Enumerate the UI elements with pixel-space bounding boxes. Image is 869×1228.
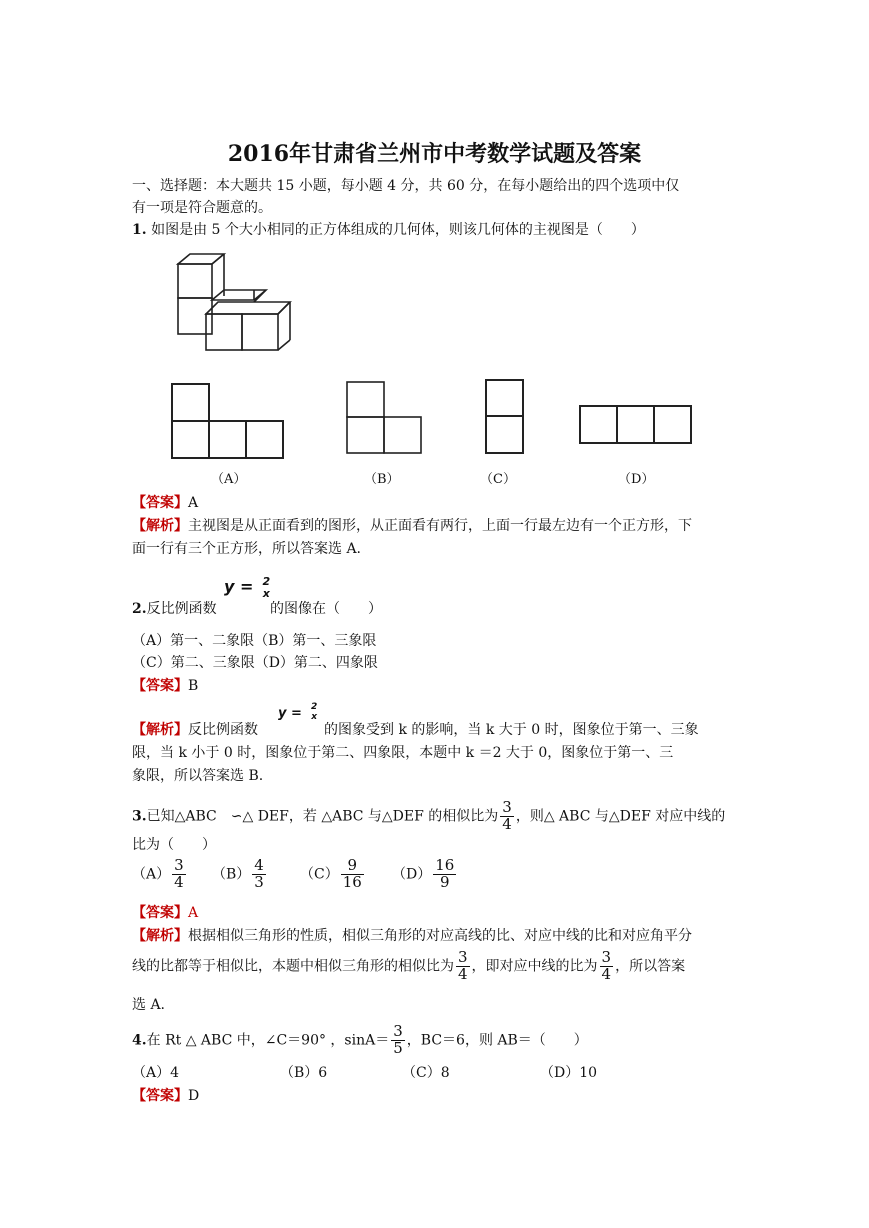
fraction-numerator: 16 [435,856,455,874]
formula-fraction [261,576,273,599]
answer-tag: 【答案】 [132,905,188,921]
fraction-denominator: 4 [601,964,612,983]
option-a-label: （A） [211,472,247,487]
option-fraction [252,858,266,891]
question-number: 4. [132,1032,147,1049]
fraction-denominator: 4 [502,814,512,833]
q2-explanation-line-1-end: 的图象受到 k 的影响，当 k 大于 0 时，图象位于第一、三象 [324,722,699,738]
fraction-denominator: x [311,711,318,722]
option-label: （D） [392,866,432,883]
answer-value: D [188,1088,200,1104]
fraction-numerator: 2 [311,702,318,713]
option-b-figure [345,380,425,456]
fraction-denominator: 3 [254,872,264,891]
option-c-label: （C） [480,472,516,487]
q4-option-d: （D）10 [540,1065,598,1081]
question-text: 已知△ABC ∽△ DEF，若 △ABC 与△DEF 的相似比为 [146,808,499,825]
explanation-text: 反比例函数 [188,722,258,738]
question-number: 3. [132,808,147,825]
option-label: （B） [212,866,251,883]
explanation-tag: 【解析】 [132,722,188,738]
section-intro-line-2: 有一项是符合题意的。 [132,200,272,216]
q3-answer [132,902,198,924]
q2-options-line-1: （A）第一、二象限（B）第一、三象限 [132,633,377,649]
question-text-end: ，BC＝6，则 AB＝（ ） [406,1032,588,1049]
q4-option-c: （C）8 [402,1065,450,1081]
question-4-stem [132,1024,588,1057]
fraction-numerator: 3 [393,1022,403,1040]
q4-option-a: （A）4 [132,1065,180,1081]
answer-value: A [188,495,199,511]
answer-tag: 【答案】 [132,1088,188,1104]
solid-figure-3d [170,250,305,355]
explanation-text: 根据相似三角形的性质，相似三角形的对应高线的比、对应中线的比和对应角平分 [188,928,692,944]
question-3-stem [132,800,725,833]
q2-explanation-line-2: 限，当 k 小于 0 时，图象位于第二、四象限，本题中 k ＝2 大于 0，图象位于第一、三 [132,745,674,761]
option-d-figure [578,404,696,446]
question-text: 反比例函数 [146,601,217,617]
option-b-label: （B） [364,472,400,487]
question-1-stem [132,219,645,241]
question-text: 如图是由 5 个大小相同的正方体组成的几何体，则该几何体的主视图是（ ） [146,222,645,238]
answer-value: B [188,678,199,694]
ratio-fraction [456,950,470,983]
question-number: 1. [132,222,147,238]
formula-lhs: y = [278,706,302,721]
q2-explanation-line-1 [132,719,258,741]
option-label: （C） [300,866,339,883]
q2-formula [224,576,274,599]
explanation-text-mid: ，即对应中线的比为 [471,958,598,975]
question-number: 2. [132,601,147,617]
explanation-text-end: ，所以答案 [615,958,686,975]
sin-fraction [391,1024,405,1057]
fraction-numerator: 3 [174,856,184,874]
fraction-denominator: x [262,586,270,600]
formula-lhs: y = [224,577,254,597]
ratio-fraction [500,800,514,833]
explanation-text: 线的比都等于相似比，本题中相似三角形的相似比为 [132,958,454,975]
answer-tag: 【答案】 [132,495,188,511]
q2-explanation-formula [278,702,321,722]
question-2-stem [132,598,217,620]
option-fraction [172,858,186,891]
q3-option-a [132,858,188,891]
q1-explanation-line-2: 面一行有三个正方形，所以答案选 A. [132,541,362,557]
option-d-label: （D） [618,472,655,487]
q4-answer [132,1085,199,1107]
q3-option-b [212,858,268,891]
q3-option-c [300,858,366,891]
page-title: 2016年甘肃省兰州市中考数学试题及答案 [227,141,642,167]
fraction-numerator: 3 [502,798,512,816]
explanation-tag: 【解析】 [132,518,188,534]
q4-option-b: （B）6 [280,1065,328,1081]
explanation-tag: 【解析】 [132,928,188,944]
option-fraction [341,858,364,891]
option-a-figure [170,382,288,462]
q2-answer [132,675,198,697]
question-2-stem-end: 的图像在（ ） [270,601,382,617]
q3-explanation-line-3: 选 A. [132,997,166,1013]
explanation-text: 主视图是从正面看到的图形，从正面看有两行，上面一行最左边有一个正方形，下 [188,518,692,534]
answer-value: A [188,905,199,921]
q3-option-d [392,858,458,891]
fraction-numerator: 9 [347,856,358,874]
q1-answer [132,492,198,514]
fraction-denominator: 5 [393,1038,403,1057]
q2-options-line-2: （C）第二、三象限（D）第二、四象限 [132,655,378,671]
answer-tag: 【答案】 [132,678,188,694]
fraction-denominator: 16 [342,872,362,891]
option-label: （A） [132,866,171,883]
fraction-numerator: 2 [262,575,271,588]
fraction-denominator: 4 [458,964,468,983]
option-c-figure [484,378,526,456]
q3-explanation-line-2 [132,950,685,983]
section-intro-line-1: 一、选择题：本大题共 15 小题，每小题 4 分，共 60 分，在每小题给出的四个选项中仅 [132,178,680,194]
q3-explanation-line-1 [132,925,692,947]
fraction-numerator: 3 [458,948,468,966]
q2-explanation-line-3: 象限，所以答案选 B. [132,768,264,784]
fraction-numerator: 3 [601,948,612,966]
question-text-end: ，则△ ABC 与△DEF 对应中线的 [515,808,726,825]
fraction-denominator: 4 [174,872,184,891]
fraction-denominator: 9 [433,874,456,891]
question-3-stem-line-2: 比为（ ） [132,837,216,853]
q1-explanation-line-1 [132,515,692,537]
question-text: 在 Rt △ ABC 中，∠C＝90° ，sinA＝ [146,1032,390,1049]
formula-fraction [309,703,319,722]
fraction-numerator: 4 [254,856,264,874]
ratio-fraction [600,950,614,983]
option-fraction [433,858,456,891]
